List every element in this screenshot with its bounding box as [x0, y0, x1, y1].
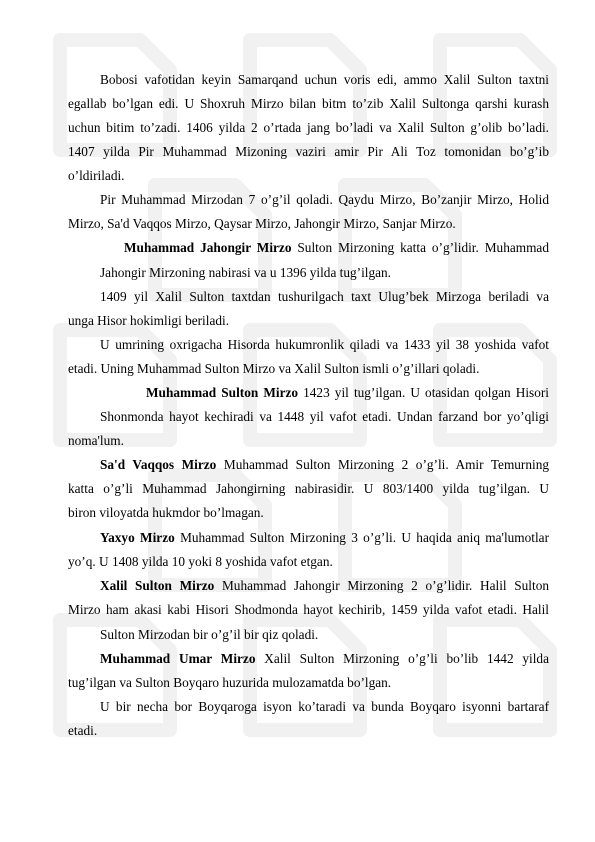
paragraph-7-line-1-text: Muhammad Sulton Mirzoning 2 o’g’li. Amir Temurning — [216, 457, 550, 472]
paragraph-11-line-2: etadi. — [68, 723, 98, 738]
paragraph-9-line-2: Mirzo ham akasi kabi Hisori Shodmonda hayot kechirib, 1459 yilda vafot etadi. Halil — [68, 602, 549, 617]
person-name-muhammad-umar: Muhammad Umar Mirzo — [100, 651, 256, 666]
paragraph-8-line-1-text: Muhammad Sulton Mirzoning 3 o’g’li. U haqida aniq ma'lumotlar — [174, 530, 549, 545]
person-name-sad-vaqqos: Sa'd Vaqqos Mirzo — [100, 457, 217, 472]
person-name-muhammad-sulton: Muhammad Sulton Mirzo — [146, 385, 299, 400]
paragraph-3-line-2: Jahongir Mirzoning nabirasi va u 1396 yilda tug’ilgan. — [100, 265, 391, 280]
paragraph-7-line-2: katta o’g’li Muhammad Jahongirning nabirasidir. U 803/1400 yilda tug’ilgan. U — [68, 481, 549, 496]
paragraph-5-line-2: etadi. Uning Muhammad Sulton Mirzo va Xalil Sulton ismli o’g’illari qoladi. — [68, 361, 480, 376]
paragraph-6-line-2: Shonmonda hayot kechiradi va 1448 yil vafot etadi. Undan farzand bor yo’qligi — [100, 409, 549, 424]
paragraph-4-line-2: unga Hisor hokimligi beriladi. — [68, 313, 230, 328]
paragraph-6-line-3: noma'lum. — [68, 433, 124, 448]
paragraph-4-line-1: 1409 yil Xalil Sulton taxtdan tushurilgach taxt Ulug’bek Mirzoga beriladi va — [100, 289, 549, 304]
paragraph-9-line-1 — [100, 578, 549, 594]
paragraph-7-line-1 — [100, 457, 549, 473]
paragraph-1-line-4: 1407 yilda Pir Muhammad Mizoning vaziri amir Pir Ali Toz tomonidan bo’g’ib — [68, 144, 549, 159]
person-name-xalil-sulton: Xalil Sulton Mirzo — [100, 578, 215, 593]
paragraph-11-line-1: U bir necha bor Boyqaroga isyon ko’taradi va bunda Boyqaro isyonni bartaraf — [100, 699, 549, 714]
paragraph-10-line-1-text: Xalil Sulton Mirzoning o’g’li bo’lib 1442 yilda — [255, 651, 549, 666]
person-name-yaxyo: Yaxyo Mirzo — [100, 530, 175, 545]
paragraph-1-line-3: uchun bitim to’zadi. 1406 yilda 2 o’rtada jang bo’ladi va Xalil Sulton g’olib bo’ladi. — [68, 120, 549, 135]
paragraph-7-line-3: biron viloyatda hukmdor bo’lmagan. — [68, 505, 264, 520]
paragraph-1-line-1: Bobosi vafotidan keyin Samarqand uchun voris edi, ammo Xalil Sulton taxtni — [100, 72, 549, 87]
paragraph-2-line-1: Pir Muhammad Mirzodan 7 o’g’il qoladi. Qaydu Mirzo, Bo’zanjir Mirzo, Holid — [100, 192, 549, 207]
paragraph-8-line-1 — [100, 530, 549, 546]
paragraph-10-line-1 — [100, 651, 549, 667]
paragraph-1-line-2: egallab bo’lgan edi. U Shoxruh Mirzo bilan bitm to’zib Xalil Sultonga qarshi kurash — [68, 96, 549, 111]
paragraph-6-line-1-text: 1423 yil tug’ilgan. U otasidan qolgan Hisori — [298, 385, 549, 400]
paragraph-5-line-1: U umrining oxrigacha Hisorda hukumronlik qiladi va 1433 yil 38 yoshida vafot — [100, 337, 549, 352]
paragraph-8-line-2: yo’q. U 1408 yilda 10 yoki 8 yoshida vafot etgan. — [68, 554, 333, 569]
paragraph-3-line-1 — [124, 240, 549, 256]
paragraph-9-line-1-text: Muhammad Jahongir Mirzoning 2 o’g’lidir. Halil Sulton — [214, 578, 549, 593]
person-name-muhammad-jahongir: Muhammad Jahongir Mirzo — [124, 240, 292, 255]
paragraph-9-line-3: Sulton Mirzodan bir o’g’il bir qiz qoladi. — [100, 627, 319, 642]
paragraph-1-line-5: o’ldiriladi. — [68, 168, 125, 183]
paragraph-3-line-1-text: Sulton Mirzoning katta o’g’lidir. Muhammad — [291, 240, 549, 255]
paragraph-10-line-2: tug’ilgan va Sulton Boyqaro huzurida mulozamatda bo’lgan. — [68, 675, 392, 690]
paragraph-6-line-1 — [146, 385, 549, 401]
paragraph-2-line-2: Mirzo, Sa'd Vaqqos Mirzo, Qaysar Mirzo, Jahongir Mirzo, Sanjar Mirzo. — [68, 216, 456, 231]
